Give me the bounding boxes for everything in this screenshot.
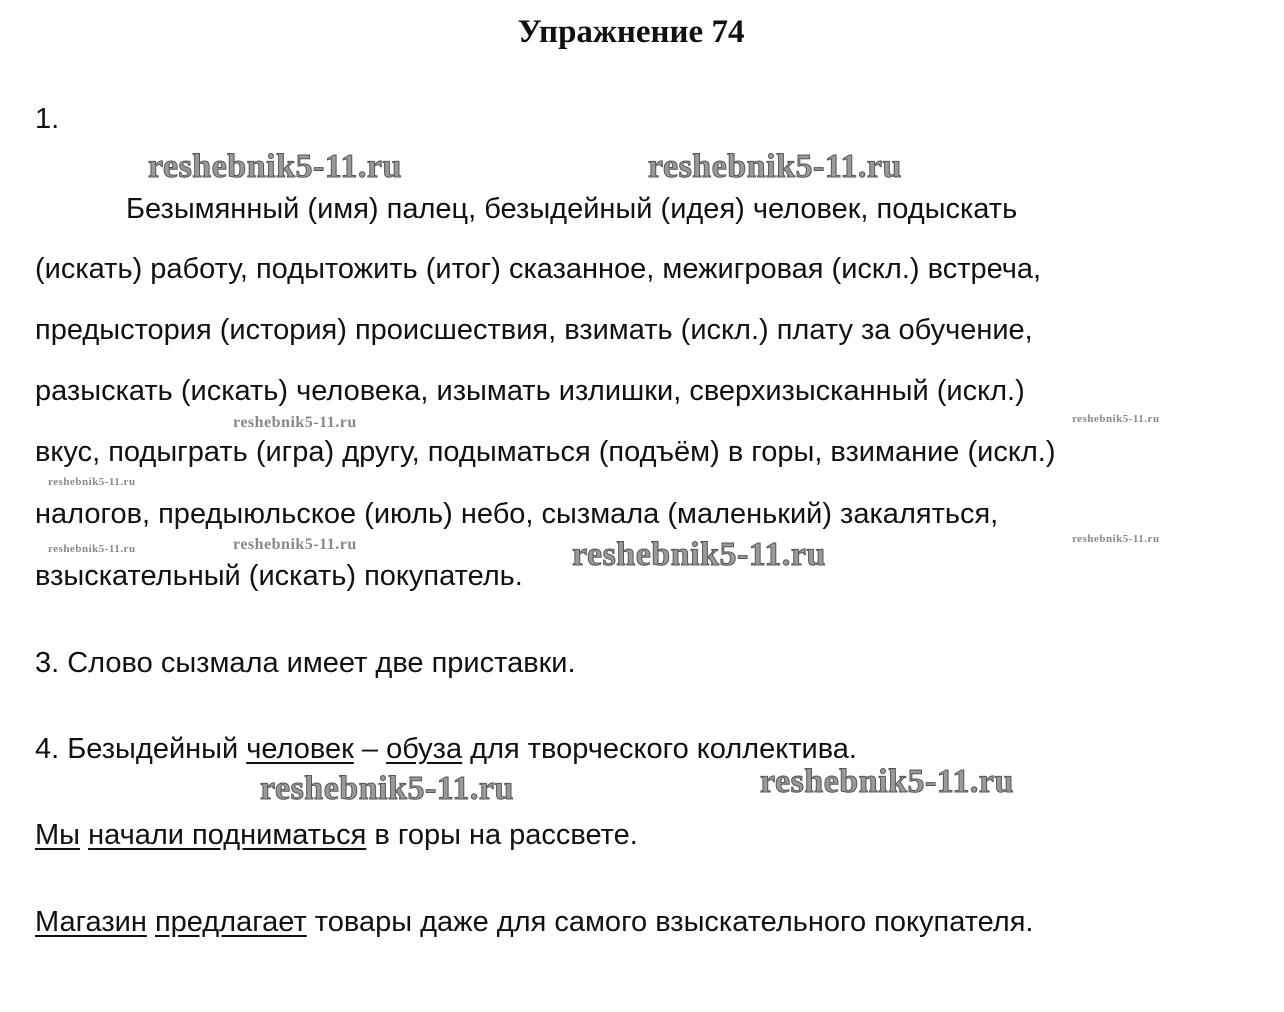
sentence-3-rest: товары даже для самого взыскательного покупателя.	[306, 906, 1034, 938]
subject: Мы	[35, 819, 81, 851]
exercise-line: предыстория (история) происшествия, взимать (искл.) плату за обучение,	[35, 314, 1033, 346]
watermark: reshebnik5-11.ru	[48, 476, 136, 488]
exercise-line: вкус, подыграть (игра) другу, подыматься (подъём) в горы, взимание (искл.)	[35, 436, 1056, 468]
predicate: начали подниматься	[88, 819, 367, 851]
subject: человек	[246, 733, 354, 765]
watermark: reshebnik5-11.ru	[148, 148, 402, 185]
sentence-2-rest: в горы на рассвете.	[366, 819, 638, 851]
section-4-rest: для творческого коллектива.	[462, 733, 857, 765]
section-4-prefix: 4. Безыдейный	[35, 733, 247, 765]
watermark: reshebnik5-11.ru	[1072, 533, 1160, 545]
predicate: предлагает	[154, 906, 307, 938]
section-3: 3. Слово сызмала имеет две приставки.	[35, 647, 576, 679]
exercise-line: разыскать (искать) человека, изымать излишки, сверхизысканный (искл.)	[35, 375, 1025, 407]
sentence-2	[35, 819, 638, 852]
dash: –	[353, 733, 387, 765]
watermark: reshebnik5-11.ru	[260, 770, 514, 807]
watermark: reshebnik5-11.ru	[233, 536, 357, 553]
watermark: reshebnik5-11.ru	[572, 536, 826, 573]
exercise-line: (искать) работу, подытожить (итог) сказанное, межигровая (искл.) встреча,	[35, 253, 1042, 285]
exercise-line: взыскательный (искать) покупатель.	[35, 560, 523, 592]
watermark: reshebnik5-11.ru	[760, 763, 1014, 800]
section-1-number: 1.	[35, 103, 60, 135]
subject: Магазин	[35, 906, 147, 938]
section-4	[35, 733, 857, 766]
watermark: reshebnik5-11.ru	[233, 414, 357, 431]
page-title: Упражнение 74	[517, 14, 745, 50]
watermark: reshebnik5-11.ru	[648, 148, 902, 185]
sentence-3	[35, 906, 1034, 939]
watermark: reshebnik5-11.ru	[1072, 413, 1160, 425]
exercise-line: налогов, предыюльское (июль) небо, сызмала (маленький) закаляться,	[35, 498, 999, 530]
watermark: reshebnik5-11.ru	[48, 543, 136, 555]
exercise-line: Безымянный (имя) палец, безыдейный (идея) человек, подыскать	[126, 193, 1018, 225]
predicate: обуза	[386, 733, 463, 765]
